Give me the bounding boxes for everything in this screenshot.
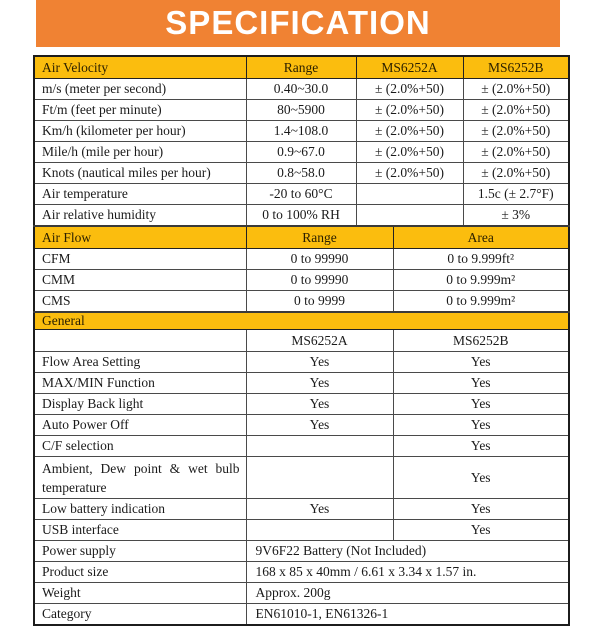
- ms6252b-value: Yes: [393, 373, 569, 394]
- ms6252a-value: [356, 184, 463, 205]
- column-header-ms6252b: MS6252B: [393, 330, 569, 352]
- detail-value: 9V6F22 Battery (Not Included): [246, 541, 569, 562]
- detail-value: EN61010-1, EN61326-1: [246, 604, 569, 626]
- table-row: [34, 291, 569, 313]
- table-row: [34, 352, 569, 373]
- range-value: 0.9~67.0: [246, 142, 356, 163]
- range-value: 1.4~108.0: [246, 121, 356, 142]
- table-row: [34, 415, 569, 436]
- area-value: 0 to 9.999m²: [393, 270, 569, 291]
- ms6252a-value: [246, 520, 393, 541]
- ms6252a-value: ± (2.0%+50): [356, 100, 463, 121]
- area-value: 0 to 9.999ft²: [393, 249, 569, 270]
- column-header-area: Area: [393, 226, 569, 249]
- ms6252b-value: Yes: [393, 457, 569, 499]
- row-label: Power supply: [34, 541, 246, 562]
- empty-cell: [34, 330, 246, 352]
- ms6252a-value: Yes: [246, 373, 393, 394]
- range-value: 80~5900: [246, 100, 356, 121]
- row-label: CMM: [34, 270, 246, 291]
- specification-banner: [36, 0, 560, 47]
- ms6252b-value: ± (2.0%+50): [463, 121, 569, 142]
- detail-value: 168 x 85 x 40mm / 6.61 x 3.34 x 1.57 in.: [246, 562, 569, 583]
- table-row: [34, 163, 569, 184]
- range-value: 0 to 99990: [246, 249, 393, 270]
- general-section-header: [34, 312, 569, 330]
- row-label: CMS: [34, 291, 246, 313]
- row-label: Category: [34, 604, 246, 626]
- column-header-ms6252a: MS6252A: [246, 330, 393, 352]
- table-row: [34, 121, 569, 142]
- ms6252b-value: Yes: [393, 394, 569, 415]
- ms6252b-value: ± (2.0%+50): [463, 142, 569, 163]
- row-label: Air relative humidity: [34, 205, 246, 227]
- ms6252a-value: Yes: [246, 499, 393, 520]
- row-label: Weight: [34, 583, 246, 604]
- column-header-ms6252a: MS6252A: [356, 56, 463, 79]
- row-label: Product size: [34, 562, 246, 583]
- range-value: 0 to 100% RH: [246, 205, 356, 227]
- section-title-air-velocity: Air Velocity: [34, 56, 246, 79]
- row-label: USB interface: [34, 520, 246, 541]
- section-title-general: General: [34, 312, 569, 330]
- ms6252a-value: ± (2.0%+50): [356, 121, 463, 142]
- column-header-range: Range: [246, 226, 393, 249]
- table-row: [34, 541, 569, 562]
- range-value: 0 to 99990: [246, 270, 393, 291]
- ms6252a-value: Yes: [246, 415, 393, 436]
- ms6252a-value: ± (2.0%+50): [356, 79, 463, 100]
- row-label: MAX/MIN Function: [34, 373, 246, 394]
- ms6252a-value: ± (2.0%+50): [356, 142, 463, 163]
- row-label: Ft/m (feet per minute): [34, 100, 246, 121]
- air-flow-section-header: [34, 226, 569, 249]
- table-row: [34, 394, 569, 415]
- range-value: -20 to 60°C: [246, 184, 356, 205]
- table-row: [34, 499, 569, 520]
- ms6252b-value: ± 3%: [463, 205, 569, 227]
- column-header-ms6252b: MS6252B: [463, 56, 569, 79]
- row-label: Ambient, Dew point & wet bulb temperature: [34, 457, 246, 499]
- table-row: [34, 184, 569, 205]
- row-label: Auto Power Off: [34, 415, 246, 436]
- row-label: Mile/h (mile per hour): [34, 142, 246, 163]
- row-label: Low battery indication: [34, 499, 246, 520]
- ms6252a-value: ± (2.0%+50): [356, 163, 463, 184]
- page-title: SPECIFICATION: [165, 4, 431, 41]
- ms6252b-value: 1.5c (± 2.7°F): [463, 184, 569, 205]
- table-row: [34, 457, 569, 499]
- ms6252a-value: [246, 457, 393, 499]
- general-column-header-row: [34, 330, 569, 352]
- range-value: 0.8~58.0: [246, 163, 356, 184]
- section-title-air-flow: Air Flow: [34, 226, 246, 249]
- row-label: C/F selection: [34, 436, 246, 457]
- detail-value: Approx. 200g: [246, 583, 569, 604]
- ms6252b-value: Yes: [393, 520, 569, 541]
- row-label: m/s (meter per second): [34, 79, 246, 100]
- table-row: [34, 562, 569, 583]
- range-value: 0 to 9999: [246, 291, 393, 313]
- table-row: [34, 373, 569, 394]
- row-label: CFM: [34, 249, 246, 270]
- table-row: [34, 604, 569, 626]
- range-value: 0.40~30.0: [246, 79, 356, 100]
- ms6252b-value: Yes: [393, 415, 569, 436]
- table-row: [34, 270, 569, 291]
- table-row: [34, 436, 569, 457]
- row-label: Display Back light: [34, 394, 246, 415]
- ms6252b-value: Yes: [393, 436, 569, 457]
- row-label: Km/h (kilometer per hour): [34, 121, 246, 142]
- table-row: [34, 583, 569, 604]
- row-label: Flow Area Setting: [34, 352, 246, 373]
- ms6252b-value: Yes: [393, 499, 569, 520]
- column-header-range: Range: [246, 56, 356, 79]
- ms6252b-value: ± (2.0%+50): [463, 79, 569, 100]
- area-value: 0 to 9.999m²: [393, 291, 569, 313]
- ms6252b-value: ± (2.0%+50): [463, 163, 569, 184]
- ms6252b-value: Yes: [393, 352, 569, 373]
- row-label: Air temperature: [34, 184, 246, 205]
- row-label: Knots (nautical miles per hour): [34, 163, 246, 184]
- table-row: [34, 100, 569, 121]
- table-row: [34, 520, 569, 541]
- ms6252a-value: Yes: [246, 352, 393, 373]
- table-row: [34, 79, 569, 100]
- table-row: [34, 205, 569, 227]
- ms6252a-value: Yes: [246, 394, 393, 415]
- ms6252b-value: ± (2.0%+50): [463, 100, 569, 121]
- ms6252a-value: [356, 205, 463, 227]
- table-row: [34, 142, 569, 163]
- ms6252a-value: [246, 436, 393, 457]
- specification-table: [33, 55, 570, 626]
- air-velocity-section-header: [34, 56, 569, 79]
- table-row: [34, 249, 569, 270]
